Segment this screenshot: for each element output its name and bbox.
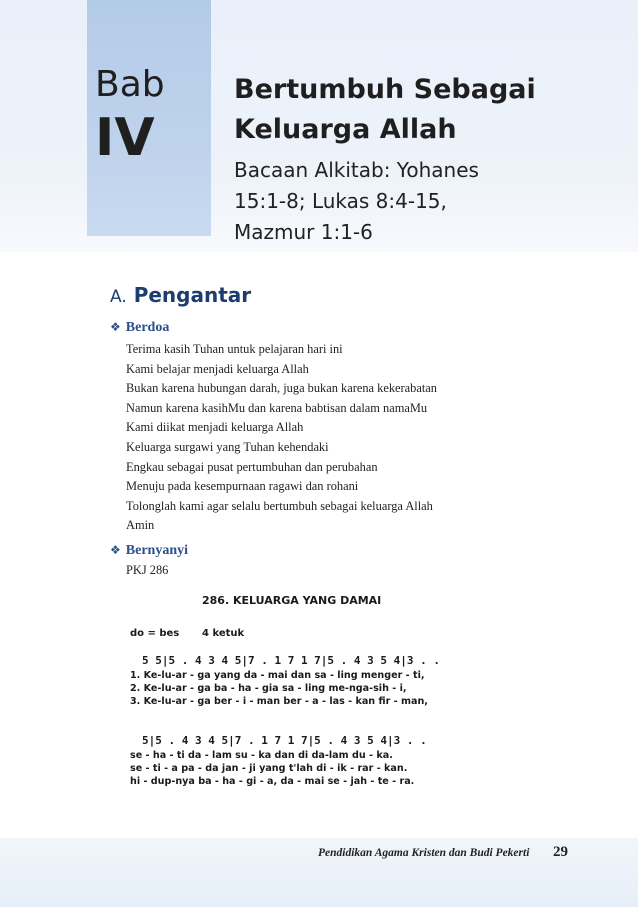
bible-reading-line: Mazmur 1:1-6 — [234, 220, 373, 244]
footer-book-title: Pendidikan Agama Kristen dan Budi Pekerti — [318, 847, 530, 859]
lyric-line: se - ti - a pa - da jan - ji yang t'lah di - ik - rar - kan. — [130, 763, 408, 774]
chapter-title-line: Bertumbuh Sebagai — [234, 74, 536, 105]
diamond-bullet-icon: ❖ — [110, 320, 121, 334]
berdoa-heading-label: Berdoa — [125, 320, 170, 335]
prayer-line: Kami belajar menjadi keluarga Allah — [126, 361, 309, 376]
lyric-line: 1. Ke-lu-ar - ga yang da - mai dan sa - ling menger - ti, — [130, 670, 425, 681]
song-meter: 4 ketuk — [202, 628, 245, 639]
section-heading — [110, 283, 251, 307]
lyric-line: 3. Ke-lu-ar - ga ber - i - man ber - a - las - kan fir - man, — [130, 696, 428, 707]
prayer-line: Keluarga surgawi yang Tuhan kehendaki — [126, 439, 329, 454]
section-title: Pengantar — [133, 283, 252, 307]
prayer-line: Menuju pada kesempurnaan ragawi dan rohani — [126, 479, 359, 494]
prayer-line: Tolonglah kami agar selalu bertumbuh sebagai keluarga Allah — [126, 498, 433, 513]
bernyanyi-heading — [110, 543, 188, 559]
bible-reading-line: Bacaan Alkitab: Yohanes — [234, 158, 479, 182]
bernyanyi-heading-label: Bernyanyi — [125, 543, 188, 558]
bab-label: Bab — [95, 64, 165, 105]
lyric-line: se - ha - ti da - lam su - ka dan di da-lam du - ka. — [130, 750, 393, 761]
prayer-line: Amin — [126, 518, 155, 533]
prayer-line: Bukan karena hubungan darah, juga bukan karena kekerabatan — [126, 381, 438, 396]
notation-line: 5|5 . 4 3 4 5|7 . 1 7 1 7|5 . 4 3 5 4|3 . . — [142, 734, 427, 747]
section-number: A. — [110, 287, 127, 307]
berdoa-heading — [110, 320, 169, 336]
hymn-reference: PKJ 286 — [126, 563, 169, 577]
song-score-image — [120, 586, 480, 806]
song-title: 286. KELUARGA YANG DAMAI — [202, 594, 382, 607]
chapter-title-line: Keluarga Allah — [234, 114, 457, 145]
prayer-line: Engkau sebagai pusat pertumbuhan dan perubahan — [126, 459, 378, 474]
prayer-line: Terima kasih Tuhan untuk pelajaran hari ini — [126, 342, 343, 356]
prayer-line: Namun karena kasihMu dan karena babtisan dalam namaMu — [126, 400, 428, 415]
bab-number: IV — [95, 108, 155, 168]
bible-reading-line: 15:1-8; Lukas 8:4-15, — [234, 189, 447, 213]
lyric-line: hi - dup-nya ba - ha - gi - a, da - mai se - jah - te - ra. — [130, 776, 415, 787]
bible-reading — [234, 155, 534, 248]
chapter-title — [234, 70, 604, 150]
lyric-line: 2. Ke-lu-ar - ga ba - ha - gia sa - ling me-nga-sih - i, — [130, 683, 407, 694]
notation-line: 5 5|5 . 4 3 4 5|7 . 1 7 1 7|5 . 4 3 5 4|3 . . — [142, 654, 441, 667]
prayer-line: Kami diikat menjadi keluarga Allah — [126, 420, 304, 435]
page-number: 29 — [553, 844, 568, 860]
song-key: do = bes — [130, 628, 180, 639]
prayer-text — [126, 340, 546, 536]
diamond-bullet-icon: ❖ — [110, 543, 121, 557]
